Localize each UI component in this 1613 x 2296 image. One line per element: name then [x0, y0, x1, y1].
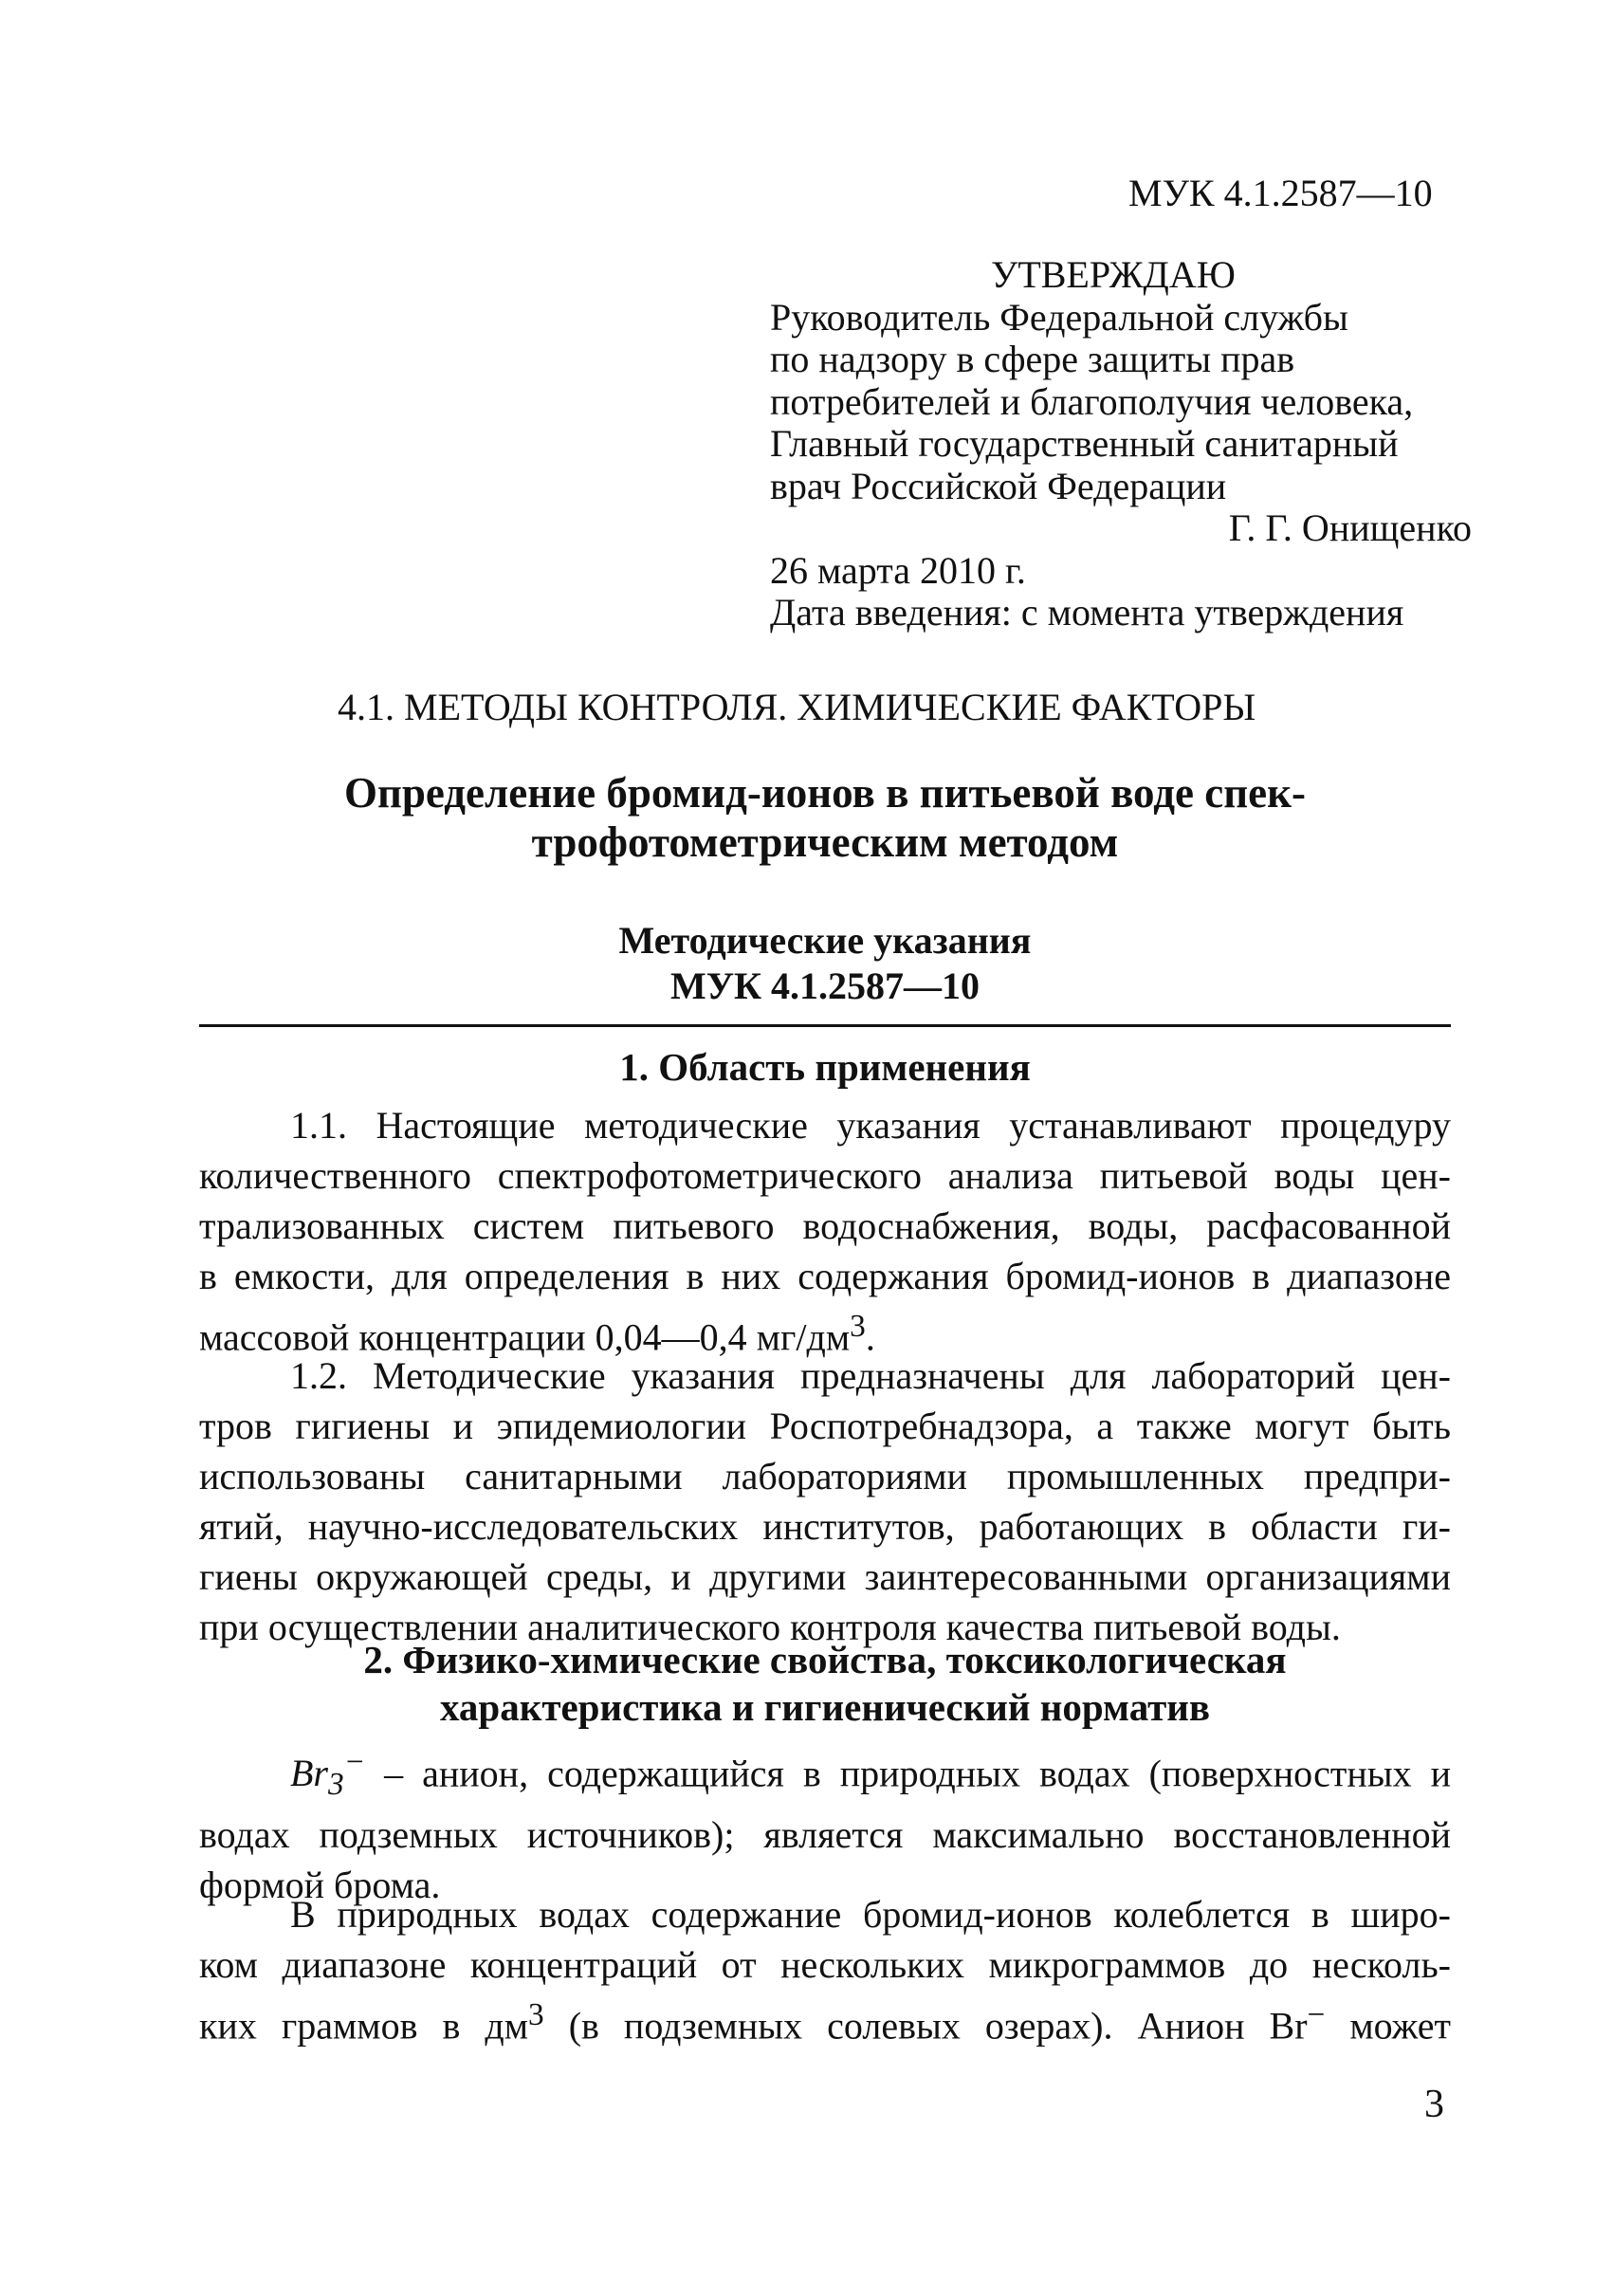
- document-type: [199, 918, 1451, 1009]
- paragraph-line: ком диапазоне концентраций от нескольких микрограммов до несколь-: [199, 1943, 1451, 1986]
- paragraph-line: [199, 1737, 1451, 1809]
- paragraph-line: при осуществлении аналитического контроля качества питьевой воды.: [199, 1606, 1341, 1648]
- approval-position-line: врач Российской Федерации: [770, 464, 1227, 507]
- paragraph-2-1: [199, 1737, 1451, 1910]
- document-type-code: МУК 4.1.2587—10: [669, 964, 981, 1007]
- paragraph-line: количественного спектрофотометрического анализа питьевой воды цен-: [199, 1154, 1451, 1197]
- text-run: ких граммов в дм: [199, 2004, 529, 2048]
- approval-position-line: Главный государственный санитарный: [770, 422, 1399, 465]
- section-header: 4.1. МЕТОДЫ КОНТРОЛЯ. ХИМИЧЕСКИЕ ФАКТОРЫ: [338, 686, 1256, 728]
- paragraph-line: использованы санитарными лабораториями промышленных предпри-: [199, 1455, 1451, 1497]
- document-title: [199, 768, 1451, 867]
- document-type-label: Методические указания: [618, 919, 1032, 962]
- bromide-formula: [290, 1745, 366, 1803]
- paragraph-line: 1.2. Методические указания предназначены для лабораторий цен-: [290, 1354, 1451, 1397]
- paragraph-line: формой брома.: [199, 1864, 441, 1907]
- formula-superscript: −: [343, 1745, 366, 1780]
- approval-signer: Г. Г. Онищенко: [1228, 506, 1472, 549]
- superscript: −: [1307, 1997, 1326, 2032]
- superscript: 3: [850, 1309, 866, 1344]
- document-code: МУК 4.1.2587—10: [1128, 172, 1433, 214]
- paragraph-line: ятий, научно-исследовательских институтов, работающих в области ги-: [199, 1505, 1451, 1548]
- paragraph-line: водах подземных источников); является максимально восстановленной: [199, 1813, 1451, 1857]
- paragraph-line: в емкости, для определения в них содержания бромид-ионов в диапазоне: [199, 1255, 1451, 1297]
- paragraph-line: 1.1. Настоящие методические указания устанавливают процедуру: [290, 1104, 1451, 1147]
- section-2-heading-line: 2. Физико-химические свойства, токсикологическая: [363, 1638, 1287, 1681]
- text-run: (в подземных солевых озерах). Анион Br: [543, 2004, 1308, 2048]
- section-1-heading: [199, 1043, 1451, 1091]
- approval-effective-date: Дата введения: с момента утверждения: [770, 591, 1404, 634]
- paragraph-line: тров гигиены и эпидемиологии Роспотребнадзора, а также могут быть: [199, 1405, 1451, 1447]
- document-title-line: Определение бромид-ионов в питьевой воде спек-: [343, 769, 1307, 817]
- text-run: массовой концентрации 0,04—0,4 мг/дм: [199, 1315, 851, 1359]
- page-number: 3: [1424, 2083, 1444, 2126]
- paragraph-1-2: [199, 1350, 1451, 1652]
- divider-rule: [199, 1024, 1451, 1027]
- paragraph-line: гиены окружающей среды, и другими заинтересованными организациями: [199, 1555, 1451, 1598]
- section-1-heading-text: 1. Область применения: [619, 1045, 1031, 1089]
- approval-block: [770, 254, 1472, 634]
- formula-subscript: 3: [328, 1767, 344, 1803]
- approval-position-line: Руководитель Федеральной службы: [770, 295, 1348, 339]
- text-run: может: [1325, 2004, 1452, 2048]
- superscript: 3: [528, 1997, 544, 2032]
- paragraph-line: [199, 1990, 1451, 2050]
- text-run: – анион, содержащийся в природных водах (поверхностных и: [365, 1752, 1451, 1795]
- paragraph-line: В природных водах содержание бромид-ионов колеблется в широ-: [290, 1893, 1451, 1936]
- approval-title: УТВЕРЖДАЮ: [991, 253, 1236, 296]
- text-run: .: [865, 1315, 875, 1359]
- section-2-heading: [199, 1636, 1451, 1731]
- formula-base: Br: [290, 1752, 328, 1795]
- paragraph-1-1: [199, 1100, 1451, 1362]
- section-2-heading-line: характеристика и гигиенический норматив: [439, 1685, 1211, 1729]
- document-title-line: трофотометрическим методом: [531, 818, 1119, 866]
- approval-position-line: потребителей и благополучия человека,: [770, 379, 1414, 423]
- paragraph-line: трализованных систем питьевого водоснабжения, воды, расфасованной: [199, 1204, 1451, 1247]
- paragraph-2-2: [199, 1889, 1451, 2050]
- approval-position-line: по надзору в сфере защиты прав: [770, 338, 1295, 380]
- approval-date: 26 марта 2010 г.: [770, 548, 1026, 592]
